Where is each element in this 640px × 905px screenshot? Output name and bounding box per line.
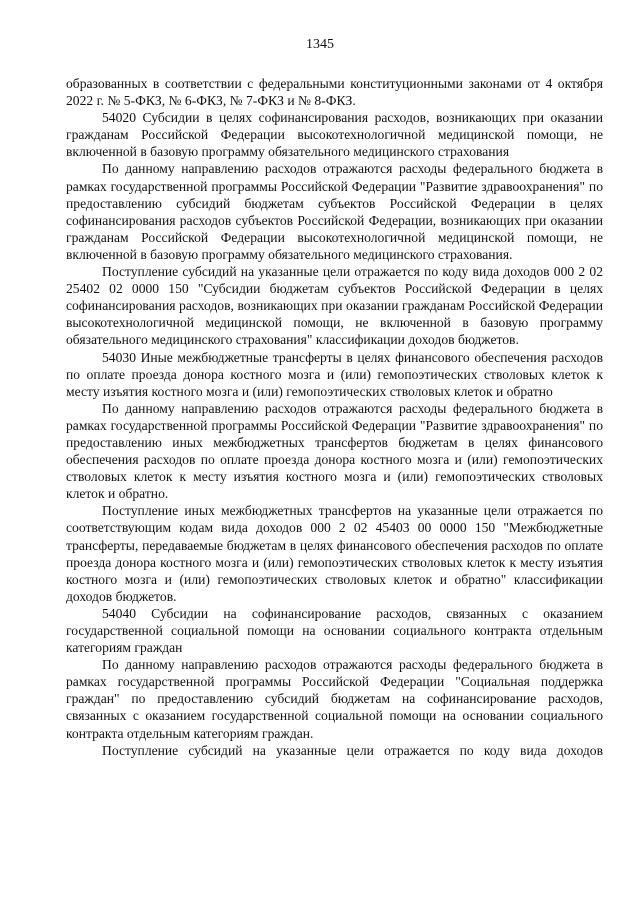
document-body	[66, 75, 603, 759]
paragraph: По данному направлению расходов отражаются расходы федерального бюджета в рамках государственной программы Российской Федерации "Развитие здравоохранения" по предоставлению субсидий бюджетам субъектов Российской Федерации в целях софинансирования расходов субъектов Российской Федерации, возникающих при оказании гражданам Российской Федерации высокотехнологичной медицинской помощи, не включенной в базовую программу обязательного медицинского страхования.	[66, 161, 603, 262]
paragraph: Поступление иных межбюджетных трансфертов на указанные цели отражается по соответствующим кодам вида доходов 000 2 02 45403 00 0000 150 "Межбюджетные трансферты, передаваемые бюджетам в целях финансового обеспечения расходов по оплате проезда донора костного мозга и (или) гемопоэтических стволовых клеток к месту изъятия костного мозга и (или) гемопоэтических стволовых клеток и обратно" классификации доходов бюджетов.	[66, 503, 603, 604]
page-number: 1345	[306, 37, 334, 52]
paragraph: Поступление субсидий на указанные цели отражается по коду вида доходов 000 2 02 25402 02 0000 150 "Субсидии бюджетам субъектов Российской Федерации в целях софинансирования расходов, возникающих при оказании гражданам Российской Федерации высокотехнологичной медицинской помощи, не включенной в базовую программу обязательного медицинского страхования" классификации доходов бюджетов.	[66, 264, 603, 348]
paragraph: 54040 Субсидии на софинансирование расходов, связанных с оказанием государственной социальной помощи на основании социального контракта отдельным категориям граждан	[66, 605, 603, 656]
paragraph: По данному направлению расходов отражаются расходы федерального бюджета в рамках государственной программы Российской Федерации "Социальная поддержка граждан" по предоставлению субсидий бюджетам на софинансирование расходов, связанных с оказанием государственной социальной помощи на основании социального контракта отдельным категориям граждан.	[66, 657, 603, 741]
paragraph: По данному направлению расходов отражаются расходы федерального бюджета в рамках государственной программы Российской Федерации "Развитие здравоохранения" по предоставлению иных межбюджетных трансфертов бюджетам в целях финансового обеспечения расходов по оплате проезда донора костного мозга и (или) гемопоэтических стволовых клеток к месту изъятия костного мозга и (или) гемопоэтических стволовых клеток и обратно.	[66, 400, 603, 502]
paragraph: 54030 Иные межбюджетные трансферты в целях финансового обеспечения расходов по оплате проезда донора костного мозга и (или) гемопоэтических стволовых клеток к месту изъятия костного мозга и (или) гемопоэтических стволовых клеток и обратно	[66, 349, 603, 399]
paragraph: образованных в соответствии с федеральными конституционными законами от 4 октября 2022 г. № 5-ФКЗ, № 6-ФКЗ, № 7-ФКЗ и № 8-ФКЗ.	[66, 76, 603, 109]
paragraph: 54020 Субсидии в целях софинансирования расходов, возникающих при оказании гражданам Российской Федерации высокотехнологичной медицинской помощи, не включенной в базовую программу обязательного медицинского страхования	[66, 110, 603, 160]
paragraph: Поступление субсидий на указанные цели отражается по коду вида доходов	[102, 742, 603, 758]
